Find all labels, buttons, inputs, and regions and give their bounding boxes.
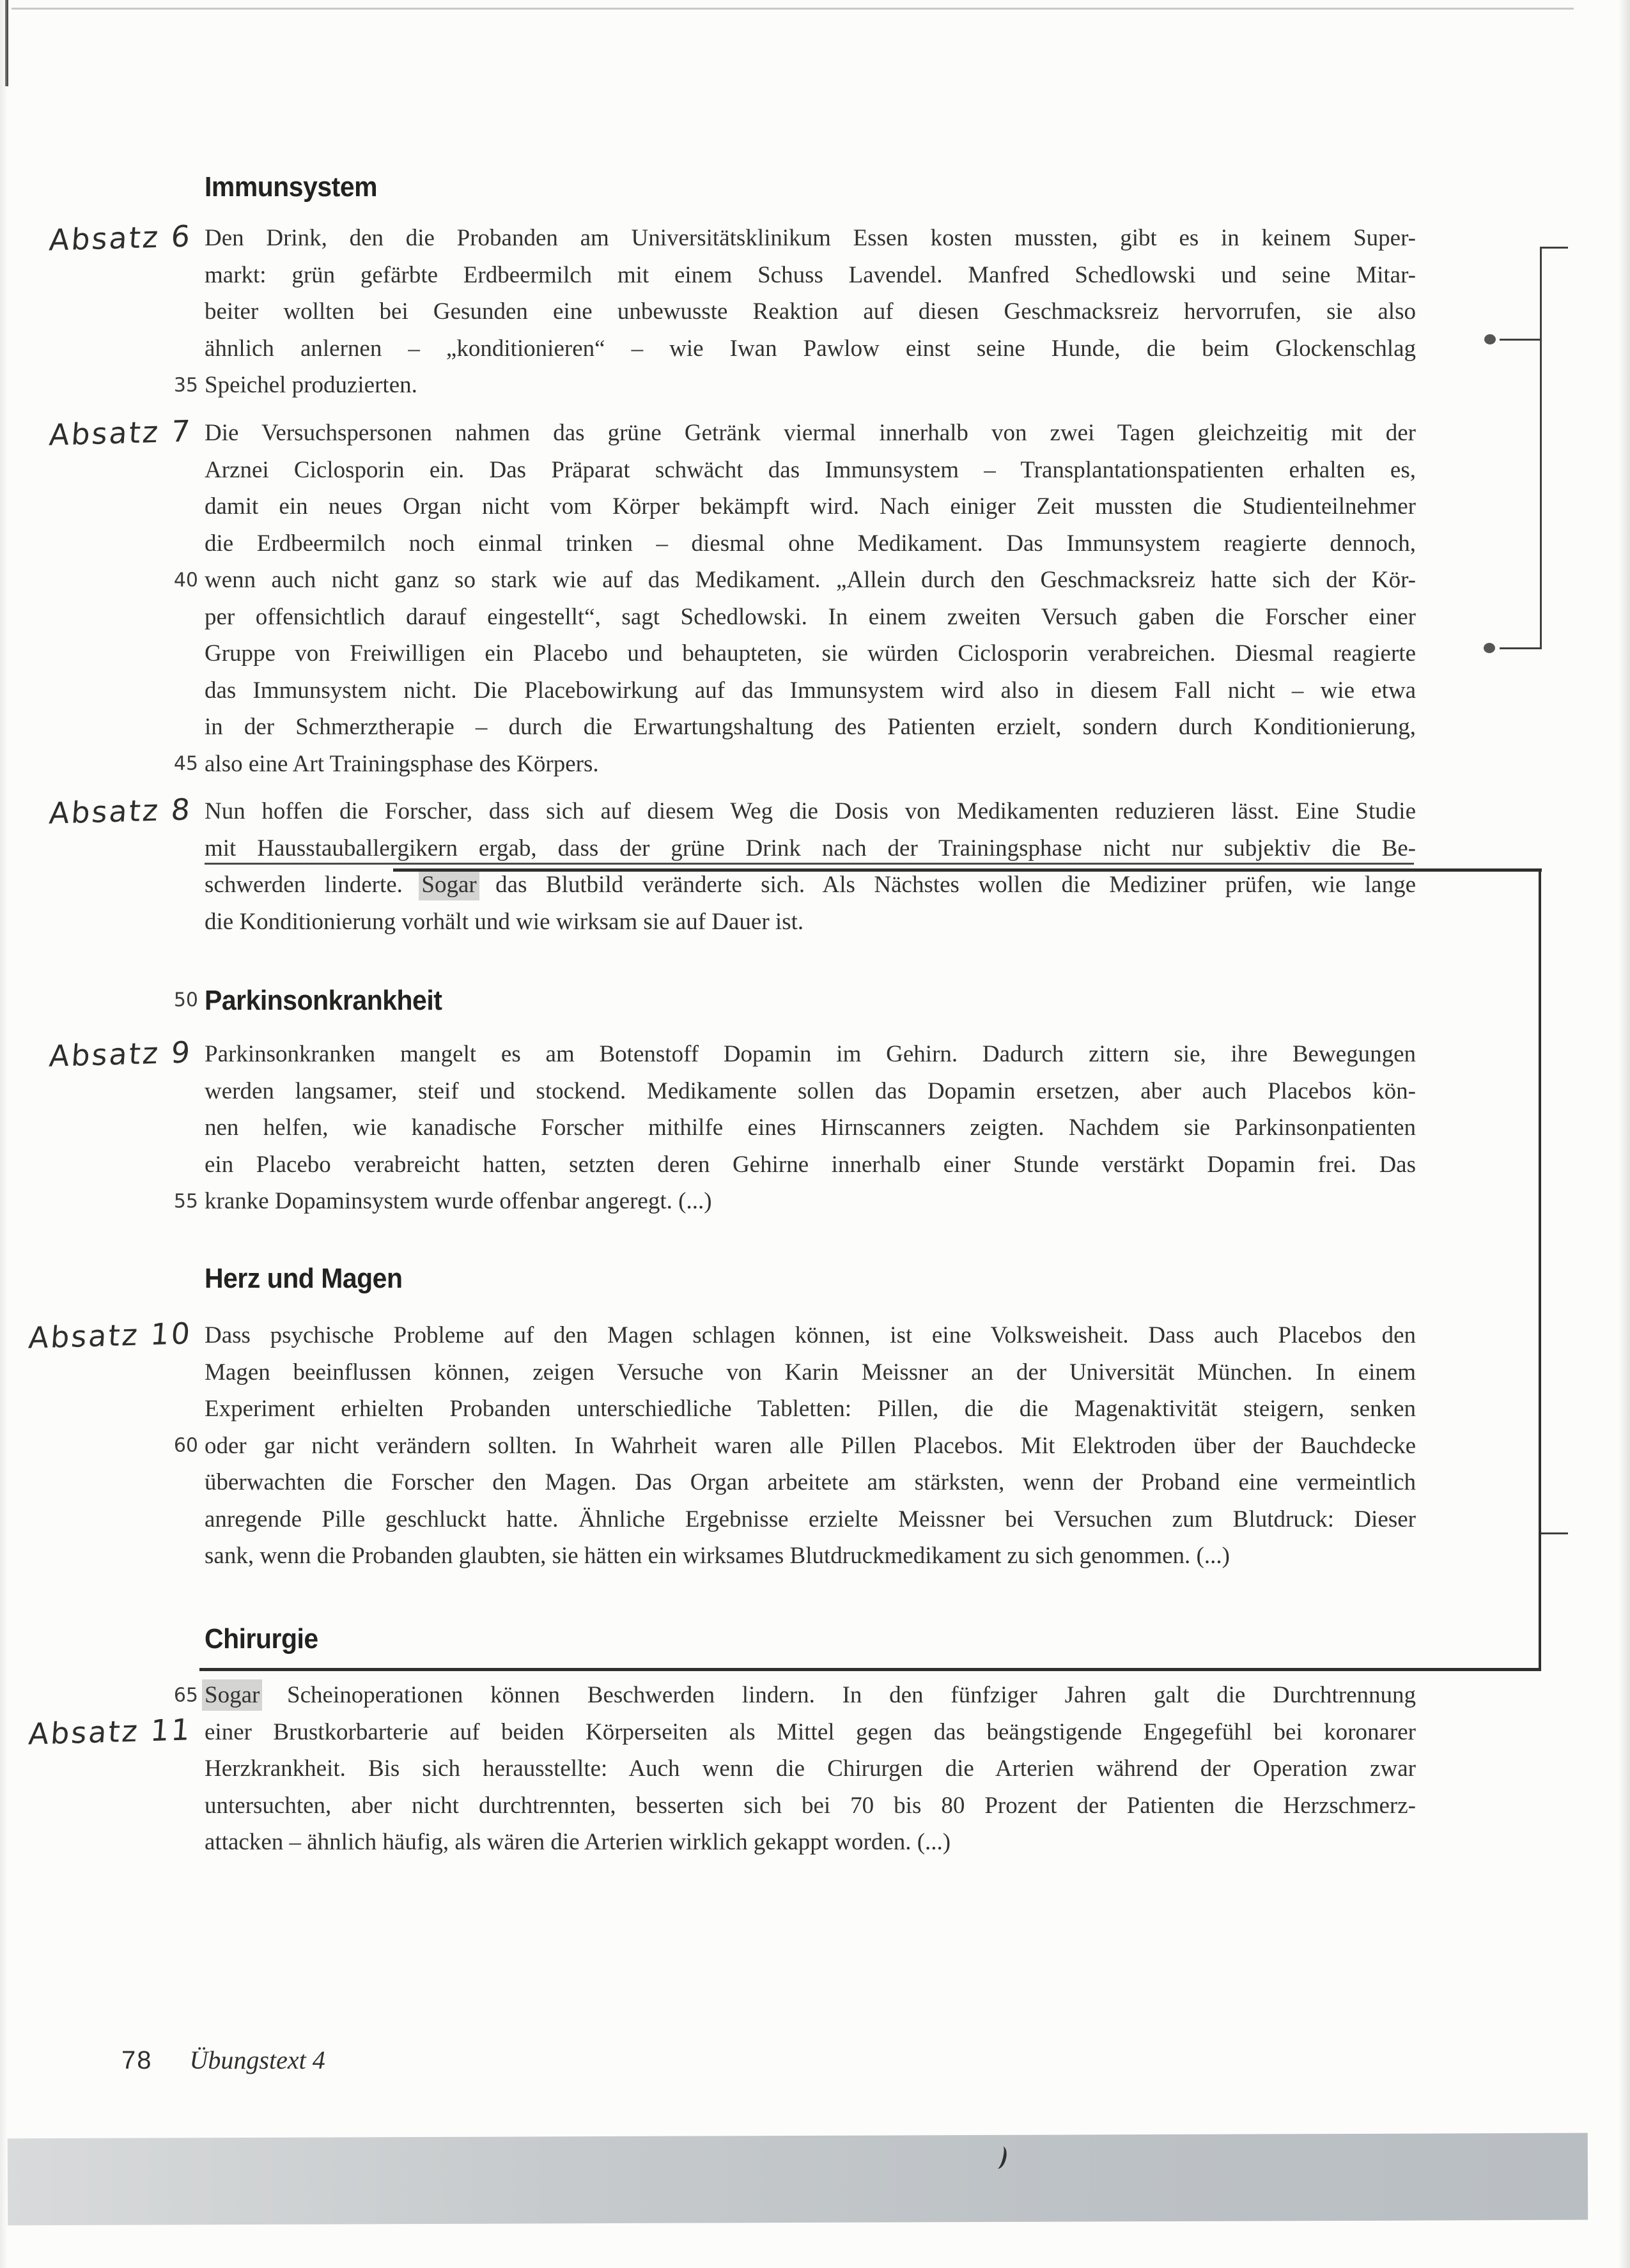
text-line: überwachten die Forscher den Magen. Das Organ arbeitete am stärksten, wenn der Proband eine vermeintlich	[205, 1469, 1416, 1495]
text-line: damit ein neues Organ nicht vom Körper bekämpft wird. Nach einiger Zeit mussten die Studienteilnehmer	[205, 493, 1416, 520]
scan-top-edge-line	[12, 8, 1574, 10]
handwritten-paragraph-label: Absatz 10	[27, 1316, 194, 1355]
text-line: Nun hoffen die Forscher, dass sich auf diesem Weg die Dosis von Medikamenten reduzieren lässt. Eine Studie	[205, 798, 1416, 824]
scan-left-edge-shadow	[0, 0, 8, 2268]
section-heading-chirurgie: Chirurgie	[205, 1623, 318, 1655]
text-line: also eine Art Trainingsphase des Körpers.	[205, 750, 599, 777]
line-number: 65	[173, 1684, 198, 1707]
pen-underline	[205, 863, 1414, 865]
line-number: 40	[173, 569, 198, 592]
text-line: Sogar Scheinoperationen können Beschwerden lindern. In den fünfziger Jahren galt die Durchtrennung	[205, 1682, 1416, 1708]
paragraph-absatz-7	[205, 415, 1416, 782]
text-line: die Konditionierung vorhält und wie wirksam sie auf Dauer ist.	[205, 908, 804, 935]
section-heading-herz-und-magen: Herz und Magen	[205, 1263, 403, 1294]
text-line: Dass psychische Probleme auf den Magen schlagen können, ist eine Volksweisheit. Dass auch Placebos den	[205, 1322, 1416, 1348]
text-line: Parkinsonkranken mangelt es am Botenstoff Dopamin im Gehirn. Dadurch zittern sie, ihre Bewegungen	[205, 1041, 1416, 1067]
handwritten-paragraph-label: Absatz 8	[48, 792, 194, 831]
margin-bullet-dot	[1484, 643, 1495, 653]
scan-bottom-band	[8, 2133, 1588, 2226]
paragraph-absatz-8	[205, 793, 1416, 940]
paragraph-absatz-6	[205, 220, 1416, 404]
handwritten-paragraph-label: Absatz 7	[48, 413, 194, 452]
text-line: Experiment erhielten Probanden unterschiedliche Tabletten: Pillen, die die Magenaktivität steigern, senken	[205, 1396, 1416, 1422]
annotation-box-bottom-edge	[199, 1668, 1541, 1671]
text-line: oder gar nicht verändern sollten. In Wahrheit waren alle Pillen Placebos. Mit Elektroden über der Bauchdecke	[205, 1432, 1416, 1459]
page-number: 78	[121, 2046, 153, 2074]
annotation-box-top-edge	[393, 868, 1542, 872]
text-line: per offensichtlich darauf eingestellt“, sagt Schedlowski. In einem zweiten Versuch gaben die Forscher einer	[205, 603, 1416, 630]
margin-bracket-top-tick	[1540, 247, 1568, 249]
text-line: mit Hausstauballergikern ergab, dass der grüne Drink nach der Trainingsphase nicht nur subjektiv die Be-	[205, 835, 1416, 861]
text-line: das Immunsystem nicht. Die Placebowirkung auf das Immunsystem wird also in diesem Fall nicht – wie etwa	[205, 677, 1416, 704]
paragraph-absatz-10	[205, 1317, 1416, 1575]
text-line: sank, wenn die Probanden glaubten, sie hätten ein wirksames Blutdruckmedikament zu sich genommen. (...)	[205, 1543, 1230, 1569]
handwritten-paragraph-label: Absatz 6	[48, 219, 194, 258]
section-heading-immunsystem: Immunsystem	[205, 171, 378, 203]
text-line: Die Versuchspersonen nahmen das grüne Getränk viermal innerhalb von zwei Tagen gleichzeitig mit der	[205, 420, 1416, 446]
margin-bracket-leader-line	[1500, 339, 1542, 341]
section-heading-parkinsonkrankheit: Parkinsonkrankheit	[205, 985, 442, 1016]
text-line: untersuchten, aber nicht durchtrennten, besserten sich bei 70 bis 80 Prozent der Patienten die Herzschmerz-	[205, 1792, 1416, 1819]
text-line: Arznei Ciclosporin ein. Das Präparat schwächt das Immunsystem – Transplantationspatienten erhalten es,	[205, 456, 1416, 483]
text-line: wenn auch nicht ganz so stark wie auf das Medikament. „Allein durch den Geschmacksreiz hatte sich der Kör-	[205, 567, 1416, 593]
text-line: die Erdbeermilch noch einmal trinken – diesmal ohne Medikament. Das Immunsystem reagierte dennoch,	[205, 530, 1416, 557]
line-number: 55	[173, 1190, 198, 1213]
text-line: kranke Dopaminsystem wurde offenbar angeregt. (...)	[205, 1188, 712, 1214]
highlighted-word: Sogar	[205, 1682, 260, 1708]
text-line: einer Brustkorbarterie auf beiden Körperseiten als Mittel gegen das beängstigende Engegefühl bei koronarer	[205, 1718, 1416, 1745]
handwritten-paragraph-label: Absatz 9	[48, 1035, 194, 1074]
text-line: werden langsamer, steif und stockend. Medikamente sollen das Dopamin ersetzen, aber auch Placebos kön-	[205, 1077, 1416, 1104]
text-line: markt: grün gefärbte Erdbeermilch mit einem Schuss Lavendel. Manfred Schedlowski und seine Mitar-	[205, 261, 1416, 288]
margin-bracket-leader-line	[1500, 647, 1542, 649]
text-line: anregende Pille geschluckt hatte. Ähnliche Ergebnisse erzielte Meissner bei Versuchen zum Blutdruck: Dieser	[205, 1506, 1416, 1532]
text-line: beiter wollten bei Gesunden eine unbewusste Reaktion auf diesen Geschmacksreiz hervorrufen, sie also	[205, 298, 1416, 325]
text-line: ein Placebo verabreicht hatten, setzten deren Gehirne innerhalb einer Stunde verstärkt Dopamin frei. Das	[205, 1151, 1416, 1178]
text-line: Den Drink, den die Probanden am Universitätsklinikum Essen kosten mussten, gibt es in keinem Super-	[205, 225, 1416, 251]
text-line: Magen beeinflussen können, zeigen Versuche von Karin Meissner an der Universität München. In einem	[205, 1359, 1416, 1385]
text-line: in der Schmerztherapie – durch die Erwartungshaltung des Patienten erzielt, sondern durch Konditionierung,	[205, 714, 1416, 740]
page-footer	[121, 2045, 325, 2075]
paragraph-absatz-9	[205, 1036, 1416, 1220]
text-line: Speichel produzierten.	[205, 372, 417, 398]
line-number: 45	[173, 752, 198, 775]
text-line: schwerden linderte. Sogar das Blutbild veränderte sich. Als Nächstes wollen die Mediziner prüfen, wie lange	[205, 872, 1416, 898]
text-line: Gruppe von Freiwilligen ein Placebo und behaupteten, sie würden Ciclosporin verabreichen. Diesmal reagierte	[205, 640, 1416, 667]
margin-bracket-line	[1540, 247, 1542, 649]
line-number: 60	[173, 1434, 198, 1457]
text-line: nen helfen, wie kanadische Forscher mithilfe eines Hirnscanners zeigten. Nachdem sie Parkinsonpatienten	[205, 1115, 1416, 1141]
annotation-box-right-edge	[1539, 868, 1541, 1671]
text-line: attacken – ähnlich häufig, als wären die Arterien wirklich gekappt worden. (...)	[205, 1829, 951, 1855]
line-number: 35	[173, 374, 198, 397]
footer-label: Übungstext 4	[189, 2046, 325, 2074]
annotation-box-side-tick	[1541, 1532, 1568, 1534]
line-number: 50	[173, 989, 198, 1012]
text-line: Herzkrankheit. Bis sich herausstellte: Auch wenn die Chirurgen die Arterien während der Operation zwar	[205, 1755, 1416, 1782]
highlighted-word: Sogar	[421, 872, 477, 898]
margin-bullet-dot	[1484, 334, 1496, 344]
paragraph-absatz-11	[205, 1677, 1416, 1861]
scan-right-edge-shadow	[1618, 0, 1630, 2268]
handwritten-paragraph-label: Absatz 11	[27, 1712, 194, 1752]
text-line: ähnlich anlernen – „konditionieren“ – wie Iwan Pawlow einst seine Hunde, die beim Glockenschlag	[205, 335, 1416, 362]
